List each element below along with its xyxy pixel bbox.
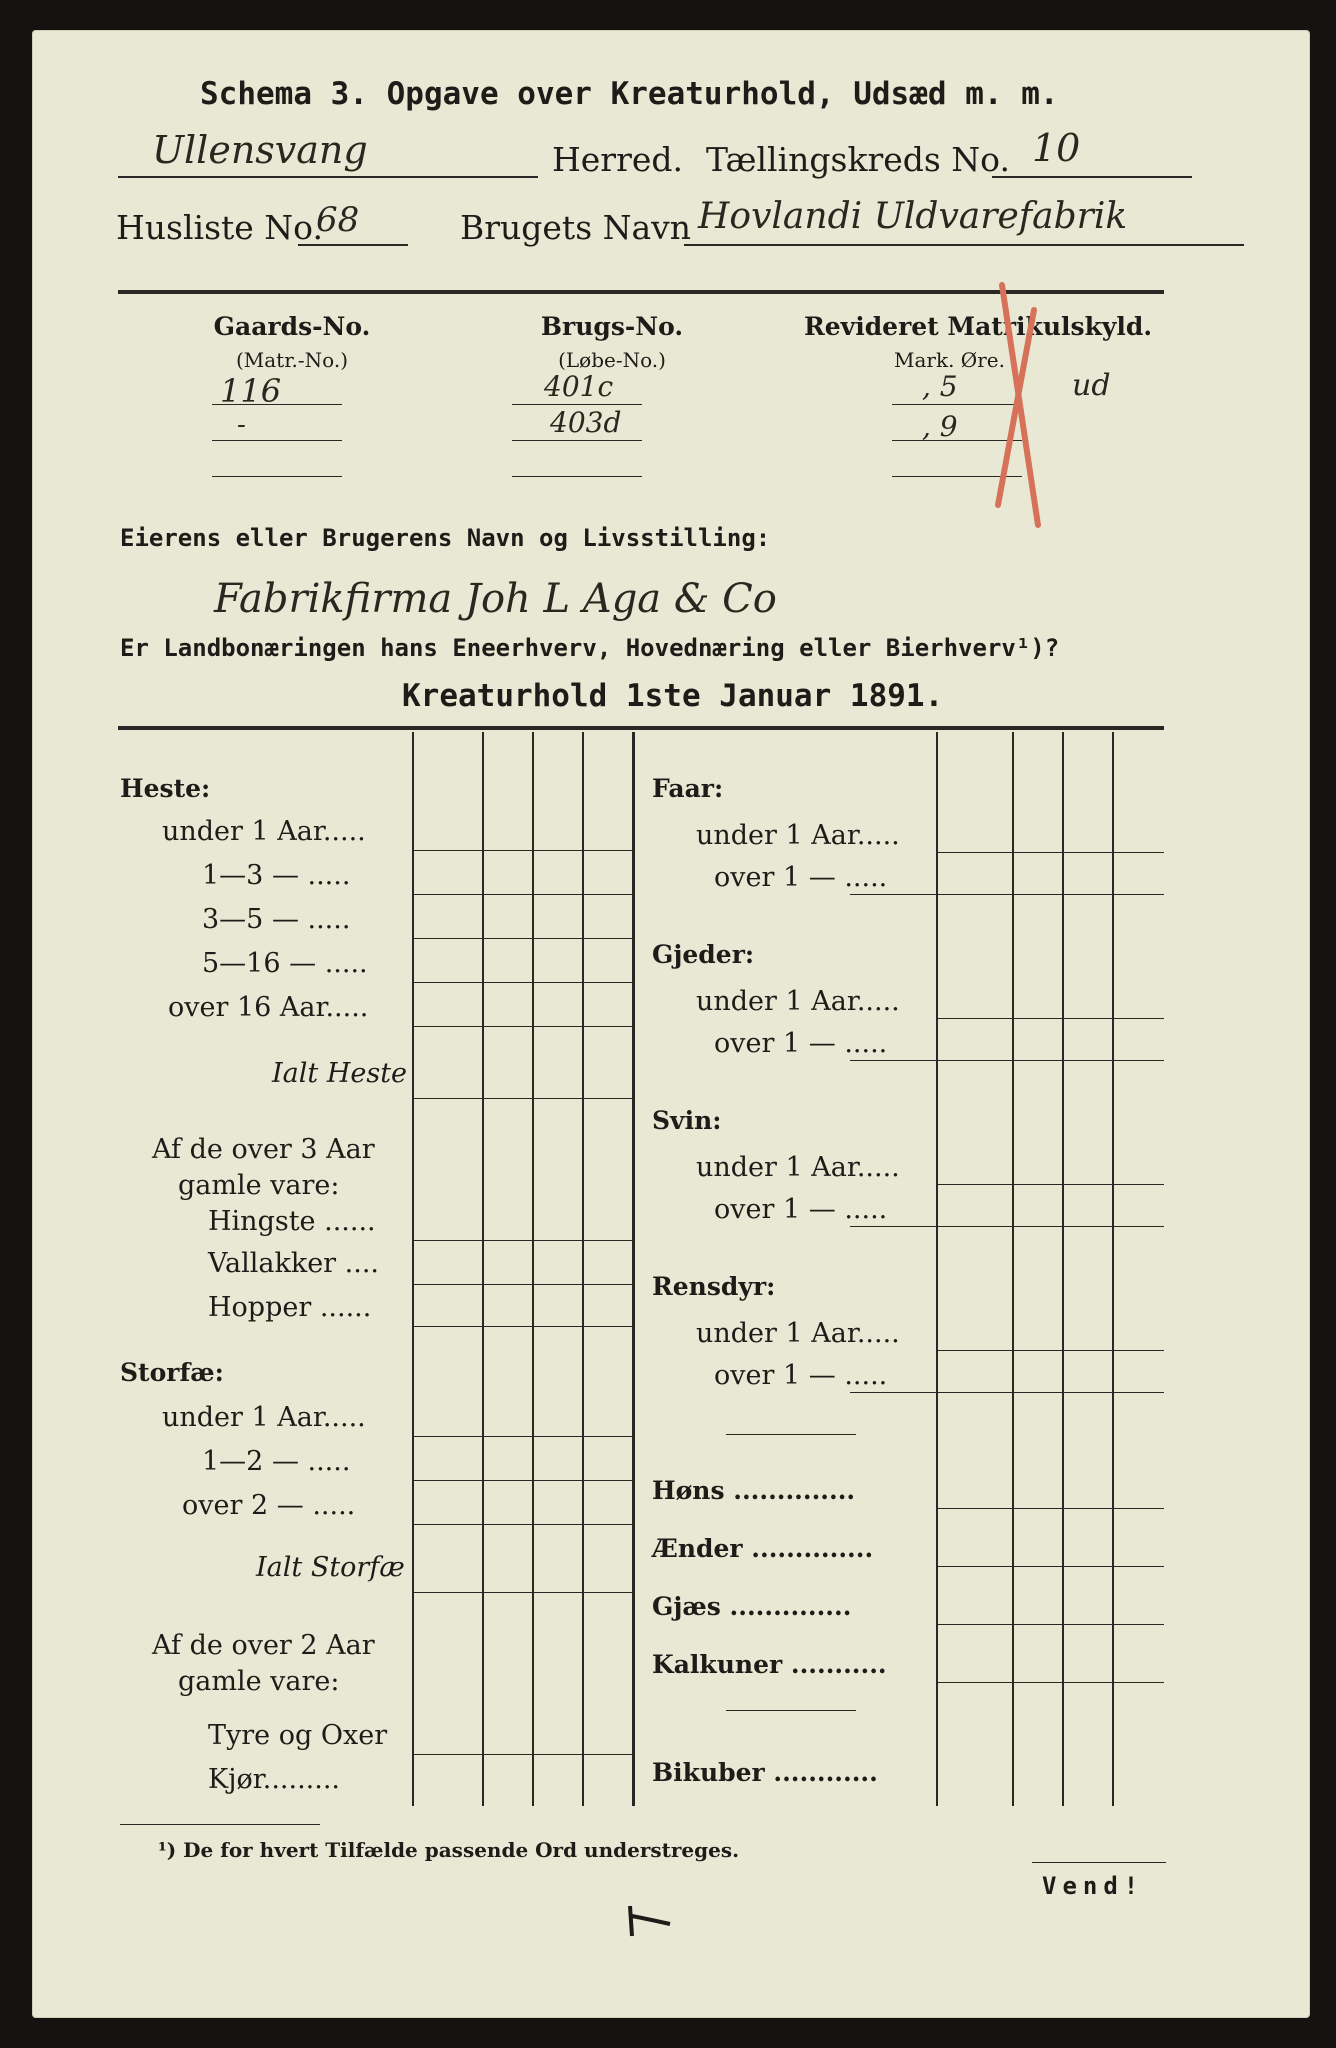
pen-mark	[622, 1902, 682, 1942]
section-rule	[118, 726, 1164, 730]
hopper: Hopper ......	[208, 1292, 372, 1323]
gaards-line-3	[212, 476, 342, 477]
gaards-title: Gaards-No.	[213, 312, 371, 341]
gaards-value-1: 116	[220, 372, 282, 410]
matrikul-sub: Mark. Øre.	[894, 348, 1005, 372]
brugs-value-2: 403d	[550, 406, 622, 439]
brug-label: Brugets Navn	[460, 208, 692, 247]
af3-line-2: gamle vare:	[178, 1170, 340, 1201]
matrikul-title: Revideret Matrikulskyld.	[804, 312, 1153, 341]
husliste-value: 68	[316, 200, 360, 240]
hingste: Hingste ......	[208, 1206, 376, 1237]
heste-row-2: 1—3 — .....	[202, 860, 351, 891]
owner-label: Eierens eller Brugerens Navn og Livsstilling:	[120, 524, 771, 552]
owner-value: Fabrikfirma Joh L Aga & Co	[214, 576, 777, 622]
af3-line-1: Af de over 3 Aar	[152, 1134, 375, 1165]
kreds-line	[992, 176, 1192, 178]
heste-heading: Heste:	[120, 774, 211, 803]
brug-value: Hovlandi Uldvarefabrik	[698, 196, 1128, 237]
gaards-line-1	[212, 404, 342, 405]
matrikul-note: ud	[1072, 368, 1111, 403]
ialt-storfae: Ialt Storfæ	[256, 1552, 405, 1583]
center-divider	[632, 732, 635, 1806]
brugs-title: Brugs-No.	[540, 312, 684, 341]
faar-row-2: over 1 — .....	[714, 862, 888, 893]
kreds-label: Tællingskreds No.	[706, 140, 1010, 179]
hons: Høns ..............	[652, 1476, 856, 1505]
heste-row-5: over 16 Aar.....	[168, 992, 369, 1023]
gaards-line-2	[212, 440, 342, 441]
owner-question: Er Landbonæringen hans Eneerhverv, Hovednæring eller Bierhverv¹)?	[120, 634, 1060, 662]
vend-text: Vend!	[1042, 1872, 1145, 1900]
storfae-row-1: under 1 Aar.....	[162, 1402, 366, 1433]
footnote: ¹) De for hvert Tilfælde passende Ord understreges.	[158, 1838, 740, 1862]
gjaes: Gjæs ..............	[652, 1592, 852, 1621]
herred-value: Ullensvang	[152, 128, 368, 172]
kreds-value: 10	[1032, 126, 1081, 170]
brugs-line-3	[512, 476, 642, 477]
red-cross-mark	[972, 280, 1072, 540]
gaards-value-2: -	[237, 410, 246, 440]
section-title: Kreaturhold 1ste Januar 1891.	[402, 678, 944, 714]
rensdyr-heading: Rensdyr:	[652, 1272, 776, 1301]
brug-line	[684, 244, 1244, 246]
herred-line	[118, 176, 538, 178]
heste-row-3: 3—5 — .....	[202, 904, 351, 935]
footnote-rule	[120, 1824, 320, 1825]
right-separator-2	[726, 1710, 856, 1711]
svin-row-1: under 1 Aar.....	[696, 1152, 900, 1183]
tyre-og-oxer: Tyre og Oxer	[208, 1720, 388, 1751]
census-form-sheet	[32, 30, 1310, 2018]
faar-row-1: under 1 Aar.....	[696, 820, 900, 851]
brugs-line-2	[512, 440, 642, 441]
brugs-line-1	[512, 404, 642, 405]
matrikul-value-1: , 5	[922, 370, 958, 403]
af2-line-1: Af de over 2 Aar	[152, 1630, 375, 1661]
af2-line-2: gamle vare:	[178, 1666, 340, 1697]
heste-row-1: under 1 Aar.....	[162, 816, 366, 847]
herred-label: Herred.	[552, 140, 684, 179]
kalkuner: Kalkuner ...........	[652, 1650, 887, 1679]
bikuber: Bikuber ............	[652, 1758, 878, 1787]
aender: Ænder ..............	[652, 1534, 874, 1563]
gjeder-row-2: over 1 — .....	[714, 1028, 888, 1059]
svin-row-2: over 1 — .....	[714, 1194, 888, 1225]
right-separator-1	[726, 1434, 856, 1435]
husliste-label: Husliste No.	[116, 208, 323, 247]
rensdyr-row-2: over 1 — .....	[714, 1360, 888, 1391]
storfae-row-3: over 2 — .....	[182, 1490, 356, 1521]
gjeder-heading: Gjeder:	[652, 940, 755, 969]
brugs-sub: (Løbe-No.)	[558, 348, 666, 372]
vend-rule	[1032, 1862, 1166, 1863]
gjeder-row-1: under 1 Aar.....	[696, 986, 900, 1017]
kjor: Kjør.........	[208, 1764, 340, 1795]
storfae-heading: Storfæ:	[120, 1358, 224, 1387]
form-title: Schema 3. Opgave over Kreaturhold, Udsæd m. m.	[200, 76, 1059, 112]
husliste-line	[298, 244, 408, 246]
rensdyr-row-1: under 1 Aar.....	[696, 1318, 900, 1349]
ialt-heste: Ialt Heste	[272, 1058, 408, 1089]
brugs-value-1: 401c	[544, 370, 614, 403]
gaards-sub: (Matr.-No.)	[235, 348, 349, 372]
matrikul-value-2: , 9	[922, 410, 958, 443]
vallakker: Vallakker ....	[208, 1248, 380, 1279]
faar-heading: Faar:	[652, 774, 724, 803]
svin-heading: Svin:	[652, 1106, 722, 1135]
heste-row-4: 5—16 — .....	[202, 948, 368, 979]
storfae-row-2: 1—2 — .....	[202, 1446, 351, 1477]
